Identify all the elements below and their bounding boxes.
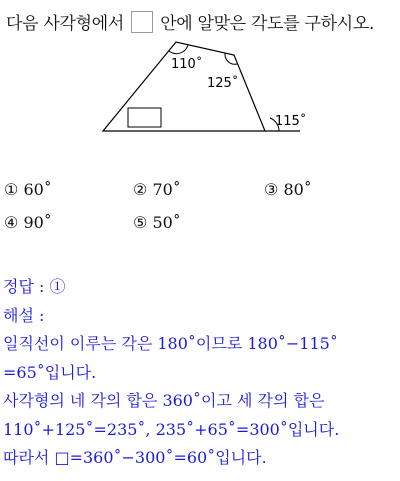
answer-line: 정답 : ① [3, 277, 66, 296]
angle-label-125: 125˚ [207, 76, 239, 91]
quadrilateral-outline [103, 42, 265, 131]
question-text [6, 9, 374, 34]
unknown-angle-box [128, 108, 161, 127]
explanation-line-3: 사각형의 네 각의 합은 360˚이고 세 각의 합은 [3, 391, 325, 410]
blank-box [131, 11, 153, 33]
choice-value: 60˚ [23, 180, 52, 199]
angle-label-110: 110˚ [171, 57, 203, 72]
explanation-line-2: =65˚입니다. [3, 362, 97, 382]
choice-marker: ⑤ [133, 213, 148, 232]
explanation-title: 해설 : [3, 305, 45, 325]
choice-4[interactable] [4, 213, 52, 232]
quadrilateral-figure [0, 36, 400, 146]
choice-value: 90˚ [23, 213, 52, 232]
question-suffix: 안에 알맞은 각도를 구하시오. [160, 14, 375, 34]
question-prefix: 다음 사각형에서 [6, 14, 124, 34]
choice-value: 50˚ [152, 213, 181, 232]
solution-block [3, 273, 339, 473]
choice-5[interactable] [133, 213, 181, 232]
angle-label-115: 115˚ [275, 114, 307, 129]
explanation-line-5: 따라서 □=360˚−300˚=60˚입니다. [3, 448, 267, 467]
choice-marker: ③ [264, 180, 279, 199]
choice-2[interactable] [133, 180, 181, 199]
choice-1[interactable] [4, 180, 52, 199]
choice-value: 80˚ [283, 180, 312, 199]
choice-3[interactable] [264, 180, 312, 199]
explanation-line-4: 110˚+125˚=235˚, 235˚+65˚=300˚입니다. [3, 419, 340, 439]
choice-marker: ① [4, 180, 19, 199]
choice-marker: ④ [4, 213, 19, 232]
explanation-line-1: 일직선이 이루는 각은 180˚이므로 180˚−115˚ [3, 334, 338, 353]
choice-marker: ② [133, 180, 148, 199]
choice-value: 70˚ [152, 180, 181, 199]
